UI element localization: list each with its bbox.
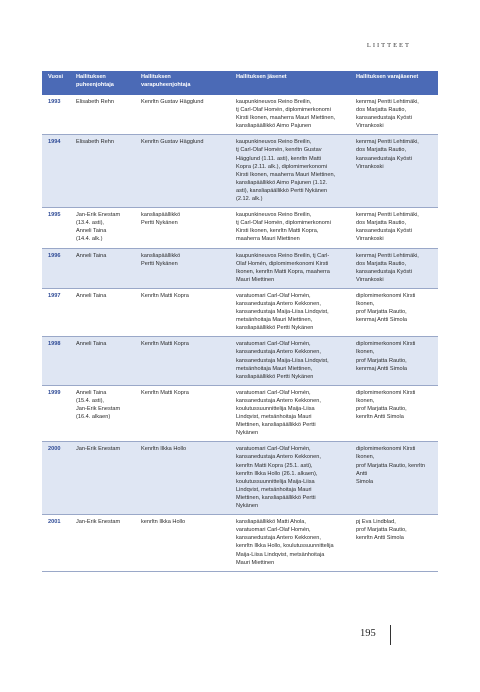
table-row [42,515,438,572]
deputies-cell: diplomimerkonomi Kirsti Ikonen, prof Marjatta Rautio, kenrltn Antti Simola [352,385,438,442]
vice-chair-cell: Kenrltn Gustav Hägglund [137,135,232,208]
header-year: Vuosi [42,71,72,95]
year-cell: 1993 [42,95,72,135]
year-cell: 1999 [42,385,72,442]
deputies-cell: kenrmaj Pentti Lehtimäki, dos Marjatta Rautio, kansanedustaja Kyösti Virrankoski [352,95,438,135]
deputies-cell: diplomimerkonomi Kirsti Ikonen, prof Marjatta Rautio, kenrmaj Antti Simola [352,288,438,336]
deputies-cell: kenrmaj Pentti Lehtimäki, dos Marjatta Rautio, kansanedustaja Kyösti Virrankoski [352,135,438,208]
year-cell: 2001 [42,515,72,572]
chair-cell: Anneli Taina (15.4. asti), Jan-Erik Enestam (16.4. alkaen) [72,385,137,442]
members-cell: varatuomari Carl-Olaf Homén, kansanedustaja Antero Kekkonen, kansanedustaja Maija-Liisa Lindqvist, metsänhoitaja Mauri Miettinen, kansliapäällikkö Pertti Nykänen [232,337,352,385]
deputies-cell: diplomimerkonomi Kirsti Ikonen, prof Marjatta Rautio, kenrmaj Antti Simola [352,337,438,385]
chair-cell: Anneli Taina [72,248,137,288]
vice-chair-cell: Kenrltn Gustav Hägglund [137,95,232,135]
table-row [42,208,438,248]
chair-cell: Jan-Erik Enestam [72,442,137,515]
deputies-cell: kenrmaj Pentti Lehtimäki, dos Marjatta Rautio, kansanedustaja Kyösti Virrankoski [352,248,438,288]
table-row [42,337,438,385]
table-row [42,135,438,208]
year-cell: 1997 [42,288,72,336]
year-cell: 1996 [42,248,72,288]
members-cell: kansliapäällikkö Matti Ahola, varatuomari Carl-Olaf Homén, kansanedustaja Antero Kekkonen, kenrltn Ilkka Hollo, koulutussuunnittelija Maija-Liisa Lindqvist, metsänhoitaja Mauri Miettinen [232,515,352,572]
chair-cell: Anneli Taina [72,337,137,385]
chair-cell: Elisabeth Rehn [72,95,137,135]
page-number-rule [390,625,391,645]
members-cell: kaupunkineuvos Reino Breilin, tj Carl- Olaf Homén, diplomimerkonomi Kirsti Ikonen, kenrltn Matti Kopra, maaherra Mauri Miettinen [232,248,352,288]
year-cell: 1995 [42,208,72,248]
vice-chair-cell: kenrltn Ilkka Hollo [137,515,232,572]
header-deputies: Hallituksen varajäsenet [352,71,438,95]
header-chair: Hallituksen puheenjohtaja [72,71,137,95]
vice-chair-cell: kansliapäällikkö Pertti Nykänen [137,208,232,248]
header-members: Hallituksen jäsenet [232,71,352,95]
chair-cell: Jan-Erik Enestam (13.4. asti), Anneli Taina (14.4. alk.) [72,208,137,248]
vice-chair-cell: kansliapäällikkö Pertti Nykänen [137,248,232,288]
members-cell: varatuomari Carl-Olaf Homén, kansanedustaja Antero Kekkonen, koulutussuunnittelija Maija-Liisa Lindqvist, metsänhoitaja Mauri Miettinen, kansliapäällikkö Pertti Nykänen [232,385,352,442]
chair-cell: Elisabeth Rehn [72,135,137,208]
deputies-cell: pj Eva Lindblad, prof Marjatta Rautio, kenrltn Antti Simola [352,515,438,572]
members-cell: kaupunkineuvos Reino Breilin, tj Carl-Olaf Homén, kenrltn Gustav Hägglund (1.11. asti), kenrltn Matti Kopra (2.11. alk.), diplomimerkonomi Kirsti Ikonen, maaherra Mauri Miettinen, kansliapäällikkö Aimo Pajunen (1.12. asti), kansliapäällikkö Pertti Nykänen (2.12. alk.) [232,135,352,208]
deputies-cell: diplomimerkonomi Kirsti Ikonen, prof Marjatta Rautio, kenrltn Antti Simola [352,442,438,515]
members-cell: varatuomari Carl-Olaf Homén, kansanedustaja Antero Kekkonen, kenrltn Matti Kopra (25.1. asti), kenrltn Ilkka Hollo (26.1. alkaen), koulutussuunnittelija Maija-Liisa Lindqvist, metsänhoitaja Mauri Miettinen, kansliapäällikkö Pertti Nykänen [232,442,352,515]
header-vice-chair: Hallituksen varapuheenjohtaja [137,71,232,95]
table-row [42,385,438,442]
vice-chair-cell: Kenrltn Matti Kopra [137,385,232,442]
members-cell: kaupunkineuvos Reino Breilin, tj Carl-Olaf Homén, diplomimerkonomi Kirsti Ikonen, kenrltn Matti Kopra, maaherra Mauri Miettinen [232,208,352,248]
year-cell: 1994 [42,135,72,208]
page-number: 195 [360,628,376,639]
table-row [42,95,438,135]
table-row [42,442,438,515]
members-cell: varatuomari Carl-Olaf Homén, kansanedustaja Antero Kekkonen, kansanedustaja Maija-Liisa Lindqvist, metsänhoitaja Mauri Miettinen, kansliapäällikkö Pertti Nykänen [232,288,352,336]
year-cell: 1998 [42,337,72,385]
table-row [42,248,438,288]
board-members-table [42,71,438,572]
chair-cell: Anneli Taina [72,288,137,336]
vice-chair-cell: Kenrltn Ilkka Hollo [137,442,232,515]
deputies-cell: kenrmaj Pentti Lehtimäki, dos Marjatta Rautio, kansanedustaja Kyösti Virrankoski [352,208,438,248]
chair-cell: Jan-Erik Enestam [72,515,137,572]
table-row [42,288,438,336]
running-head: LIITTEET [366,42,411,49]
table-header-row [42,71,438,95]
members-cell: kaupunkineuvos Reino Breilin, tj Carl-Olaf Homén, diplomimerkonomi Kirsti Ikonen, maaherra Mauri Miettinen, kansliapäällikkö Aimo Pajunen [232,95,352,135]
vice-chair-cell: Kenrltn Matti Kopra [137,288,232,336]
year-cell: 2000 [42,442,72,515]
vice-chair-cell: Kenrltn Matti Kopra [137,337,232,385]
